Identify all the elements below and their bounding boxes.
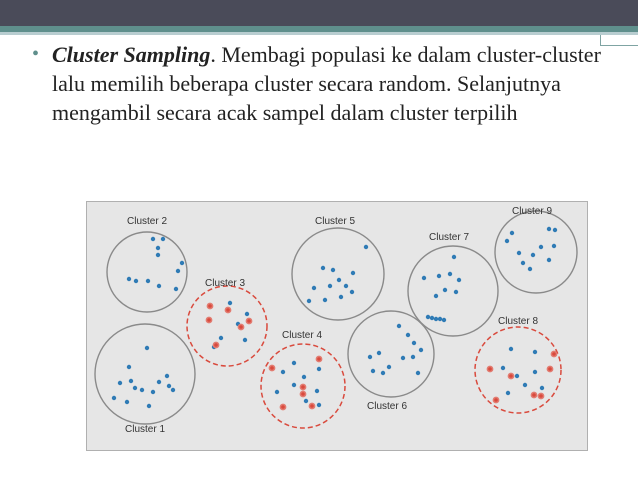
cluster-5-label: Cluster 5 [315, 216, 356, 227]
population-member-dot [517, 251, 521, 255]
population-member-dot [437, 274, 441, 278]
population-member-dot [540, 386, 544, 390]
population-member-dot [454, 290, 458, 294]
population-member-dot [430, 316, 434, 320]
sampled-member-dot [269, 365, 274, 370]
population-member-dot [228, 301, 232, 305]
population-member-dot [547, 258, 551, 262]
population-member-dot [331, 268, 335, 272]
cluster-2-circle [107, 232, 187, 312]
population-member-dot [412, 341, 416, 345]
population-member-dot [129, 379, 133, 383]
population-member-dot [307, 299, 311, 303]
sampled-member-dot [246, 318, 251, 323]
sampled-member-dot [316, 356, 321, 361]
population-member-dot [174, 287, 178, 291]
population-member-dot [443, 288, 447, 292]
population-member-dot [406, 333, 410, 337]
population-member-dot [145, 346, 149, 350]
cluster-2-label: Cluster 2 [127, 216, 168, 227]
population-member-dot [510, 231, 514, 235]
population-member-dot [552, 244, 556, 248]
cluster-3-circle-selected [187, 286, 267, 366]
population-member-dot [245, 312, 249, 316]
population-member-dot [147, 404, 151, 408]
sampled-member-dot [493, 397, 498, 402]
population-member-dot [505, 239, 509, 243]
population-member-dot [438, 317, 442, 321]
population-member-dot [501, 366, 505, 370]
cluster-1-circle [95, 324, 195, 424]
cluster-4-label: Cluster 4 [282, 330, 323, 341]
population-member-dot [165, 374, 169, 378]
population-member-dot [531, 253, 535, 257]
population-member-dot [127, 365, 131, 369]
sampled-member-dot [238, 324, 243, 329]
population-member-dot [180, 261, 184, 265]
population-member-dot [416, 371, 420, 375]
population-member-dot [533, 370, 537, 374]
population-member-dot [112, 396, 116, 400]
cluster-diagram [87, 202, 588, 451]
population-member-dot [350, 290, 354, 294]
population-member-dot [553, 228, 557, 232]
sampled-member-dot [487, 366, 492, 371]
cluster-6-circle [348, 311, 434, 397]
population-member-dot [151, 390, 155, 394]
population-member-dot [521, 261, 525, 265]
population-member-dot [426, 315, 430, 319]
population-member-dot [304, 399, 308, 403]
population-member-dot [281, 370, 285, 374]
population-member-dot [312, 286, 316, 290]
population-member-dot [401, 356, 405, 360]
cluster-sampling-figure [86, 201, 588, 451]
term-description: . Membagi populasi ke dalam cluster-cluster lalu memilih beberapa cluster secara random. Selanjutnya mengambil secara acak sampel dalam cluster terpilih [52, 42, 601, 125]
sampled-member-dot [551, 351, 556, 356]
population-member-dot [528, 267, 532, 271]
sampled-member-dot [538, 393, 543, 398]
population-member-dot [167, 384, 171, 388]
population-member-dot [422, 276, 426, 280]
population-member-dot [411, 355, 415, 359]
population-member-dot [315, 389, 319, 393]
accent-stripe-light [0, 32, 638, 35]
population-member-dot [156, 246, 160, 250]
population-member-dot [533, 350, 537, 354]
population-member-dot [161, 237, 165, 241]
population-member-dot [219, 336, 223, 340]
population-member-dot [506, 391, 510, 395]
population-member-dot [397, 324, 401, 328]
term-cluster-sampling: Cluster Sampling [52, 42, 211, 67]
cluster-3-label: Cluster 3 [205, 278, 246, 289]
population-member-dot [118, 381, 122, 385]
population-member-dot [157, 284, 161, 288]
population-member-dot [448, 272, 452, 276]
population-member-dot [337, 278, 341, 282]
sampled-member-dot [531, 392, 536, 397]
population-member-dot [381, 371, 385, 375]
population-member-dot [243, 338, 247, 342]
population-member-dot [442, 318, 446, 322]
population-member-dot [302, 375, 306, 379]
sampled-member-dot [225, 307, 230, 312]
population-member-dot [509, 347, 513, 351]
population-member-dot [171, 388, 175, 392]
population-member-dot [317, 403, 321, 407]
population-member-dot [156, 253, 160, 257]
cluster-7-label: Cluster 7 [429, 232, 470, 243]
population-member-dot [377, 351, 381, 355]
cluster-8-label: Cluster 8 [498, 316, 539, 327]
title-band [0, 0, 638, 26]
cluster-9-circle [495, 211, 577, 293]
population-member-dot [452, 255, 456, 259]
population-member-dot [387, 365, 391, 369]
cluster-7-circle [408, 246, 498, 336]
sampled-member-dot [547, 366, 552, 371]
sampled-member-dot [280, 404, 285, 409]
population-member-dot [344, 284, 348, 288]
population-member-dot [134, 279, 138, 283]
sampled-member-dot [300, 391, 305, 396]
population-member-dot [368, 355, 372, 359]
cluster-9-label: Cluster 9 [512, 206, 553, 217]
population-member-dot [434, 317, 438, 321]
sampled-member-dot [207, 303, 212, 308]
population-member-dot [371, 369, 375, 373]
population-member-dot [176, 269, 180, 273]
population-member-dot [125, 400, 129, 404]
population-member-dot [364, 245, 368, 249]
population-member-dot [323, 298, 327, 302]
population-member-dot [419, 348, 423, 352]
population-member-dot [127, 277, 131, 281]
cluster-5-circle [292, 228, 384, 320]
population-member-dot [457, 278, 461, 282]
population-member-dot [317, 367, 321, 371]
population-member-dot [539, 245, 543, 249]
sampled-member-dot [309, 403, 314, 408]
population-member-dot [157, 380, 161, 384]
population-member-dot [328, 284, 332, 288]
population-member-dot [515, 374, 519, 378]
population-member-dot [151, 237, 155, 241]
population-member-dot [321, 266, 325, 270]
bullet-icon: • [32, 43, 40, 65]
bullet-paragraph [32, 40, 612, 127]
sampled-member-dot [213, 342, 218, 347]
population-member-dot [146, 279, 150, 283]
cluster-1-label: Cluster 1 [125, 424, 166, 435]
population-member-dot [523, 383, 527, 387]
population-member-dot [275, 390, 279, 394]
population-member-dot [351, 271, 355, 275]
population-member-dot [292, 383, 296, 387]
population-member-dot [140, 388, 144, 392]
sampled-member-dot [206, 317, 211, 322]
population-member-dot [292, 361, 296, 365]
population-member-dot [434, 294, 438, 298]
sampled-member-dot [508, 373, 513, 378]
population-member-dot [133, 386, 137, 390]
cluster-6-label: Cluster 6 [367, 401, 408, 412]
sampled-member-dot [300, 384, 305, 389]
population-member-dot [339, 295, 343, 299]
population-member-dot [547, 227, 551, 231]
